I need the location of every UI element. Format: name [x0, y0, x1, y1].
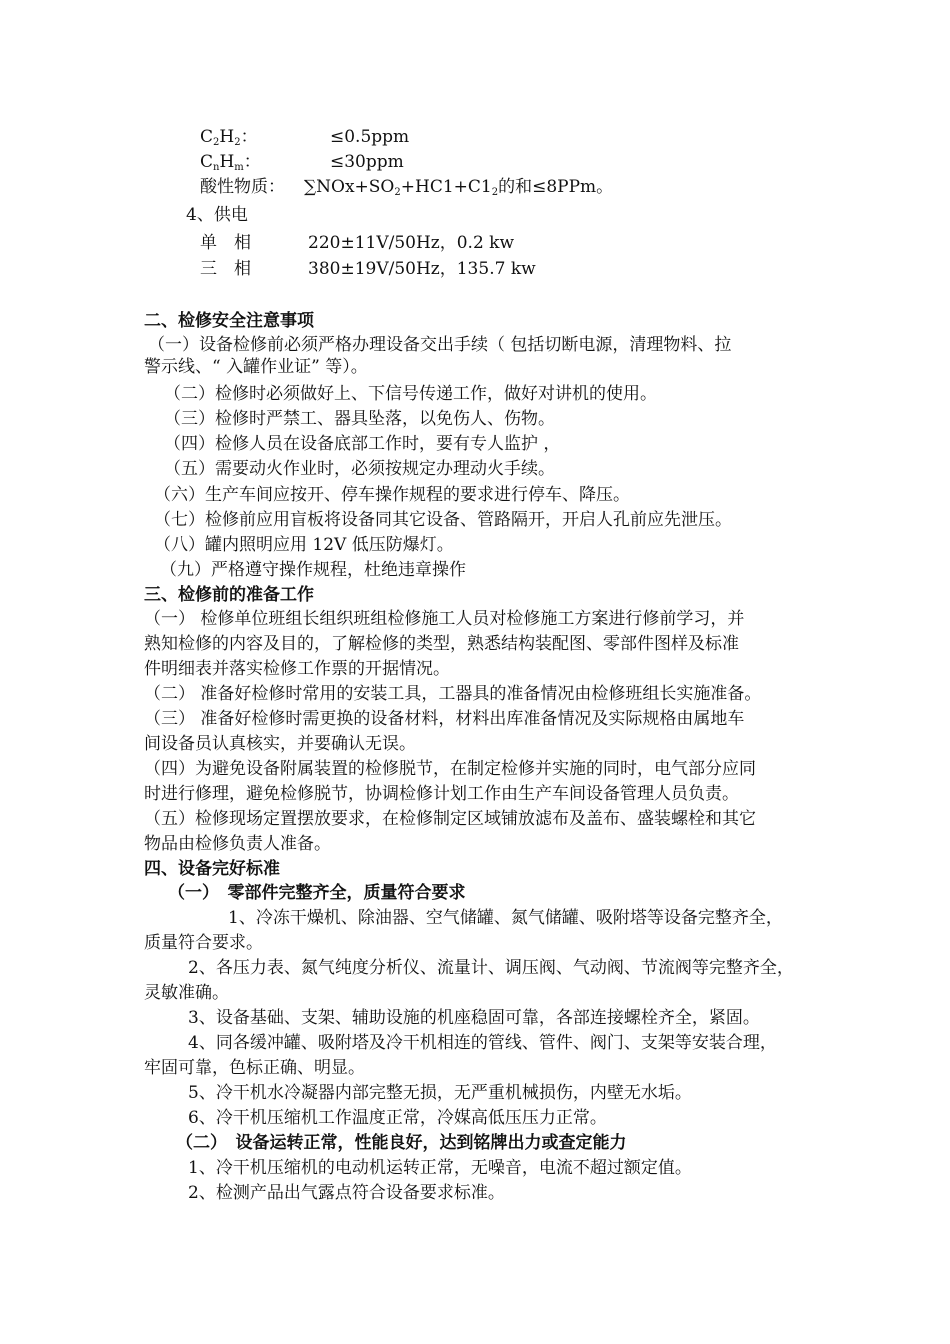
section3-line: （五）检修现场定置摆放要求，在检修制定区域铺放滤布及盖布、盛装螺栓和其它: [144, 809, 756, 829]
section2-item: （七）检修前应用盲板将设备同其它设备、管路隔开，开启人孔前应先泄压。: [154, 510, 732, 530]
section4-sub1-title: （一） 零部件完整齐全，质量符合要求: [168, 883, 466, 903]
section4-sub1-line: 1、冷冻干燥机、除油器、空气储罐、氮气储罐、吸附塔等设备完整齐全，: [228, 908, 783, 928]
power-single-value: 220±11V/50Hz，0.2 kw: [308, 233, 515, 253]
section2-item: （一）设备检修前必须严格办理设备交出手续（ 包括切断电源，清理物料、拉: [148, 335, 732, 355]
spec-c2h2-label: $C_2H_2$：: [200, 127, 258, 148]
spec-acid-value: $\sum NOx+SO_2+HC1+C1_2$的和≤8PPm。: [304, 177, 614, 198]
section2-item: （八）罐内照明应用 12V 低压防爆灯。: [154, 535, 454, 555]
spec-acid-label: 酸性物质：: [200, 177, 285, 197]
section4-title: 四、设备完好标准: [144, 859, 280, 879]
section3-line: （四）为避免设备附属装置的检修脱节，在制定检修并实施的同时，电气部分应同: [144, 759, 756, 779]
section4-sub1-line: 牢固可靠，色标正确、明显。: [144, 1058, 365, 1078]
section3-line: 物品由检修负责人准备。: [144, 834, 331, 854]
power-heading: 4、供电: [186, 205, 248, 225]
section3-line: 熟知检修的内容及目的，了解检修的类型，熟悉结构装配图、零部件图样及标准: [144, 634, 739, 654]
section3-line: 间设备员认真核实，并要确认无误。: [144, 734, 416, 754]
section3-title: 三、检修前的准备工作: [144, 585, 314, 605]
section4-sub1-line: 4、同各缓冲罐、吸附塔及冷干机相连的管线、管件、阀门、支架等安装合理，: [188, 1033, 777, 1053]
section2-item: （三）检修时严禁工、器具坠落，以免伤人、伤物。: [164, 409, 555, 429]
section2-item: （五）需要动火作业时，必须按规定办理动火手续。: [164, 459, 555, 479]
section4-sub2-line: 2、检测产品出气露点符合设备要求标准。: [188, 1183, 505, 1203]
spec-cnhm-value: ≤30ppm: [330, 152, 404, 172]
section4-sub2-title: （二） 设备运转正常，性能良好，达到铭牌出力或查定能力: [176, 1133, 627, 1153]
section4-sub1-line: 灵敏准确。: [144, 983, 229, 1003]
spec-cnhm-label: $C_nH_m$：: [200, 152, 261, 173]
power-three-label: 三 相: [200, 259, 251, 279]
section3-line: （三） 准备好检修时需更换的设备材料，材料出库准备情况及实际规格由属地车: [144, 709, 745, 729]
section3-line: （二） 准备好检修时常用的安装工具，工器具的准备情况由检修班组长实施准备。: [144, 684, 762, 704]
section2-item: （九）严格遵守操作规程，杜绝违章操作: [160, 560, 466, 580]
power-three-value: 380±19V/50Hz，135.7 kw: [308, 259, 536, 279]
section4-sub2-line: 1、冷干机压缩机的电动机运转正常，无噪音，电流不超过额定值。: [188, 1158, 692, 1178]
section2-item: 警示线、“ 入罐作业证” 等）。: [144, 357, 368, 377]
section4-sub1-line: 2、各压力表、氮气纯度分析仪、流量计、调压阀、气动阀、节流阀等完整齐全，: [188, 958, 794, 978]
section2-item: （六）生产车间应按开、停车操作规程的要求进行停车、降压。: [154, 485, 630, 505]
power-single-label: 单 相: [200, 233, 251, 253]
section3-line: 件明细表并落实检修工作票的开据情况。: [144, 659, 450, 679]
section2-item: （二）检修时必须做好上、下信号传递工作，做好对讲机的使用。: [164, 384, 657, 404]
section4-sub1-line: 6、冷干机压缩机工作温度正常，冷媒高低压压力正常。: [188, 1108, 607, 1128]
section2-title: 二、检修安全注意事项: [144, 311, 314, 331]
section4-sub1-line: 5、冷干机水冷凝器内部完整无损，无严重机械损伤，内壁无水垢。: [188, 1083, 692, 1103]
section2-item: （四）检修人员在设备底部工作时，要有专人监护 ，: [164, 434, 561, 454]
section4-sub1-line: 3、设备基础、支架、辅助设施的机座稳固可靠，各部连接螺栓齐全，紧固。: [188, 1008, 760, 1028]
section3-line: 时进行修理，避免检修脱节，协调检修计划工作由生产车间设备管理人员负责。: [144, 784, 739, 804]
spec-c2h2-value: ≤0.5ppm: [330, 127, 410, 147]
section3-line: （一） 检修单位班组长组织班组检修施工人员对检修施工方案进行修前学习，并: [144, 609, 745, 629]
section4-sub1-line: 质量符合要求。: [144, 933, 263, 953]
